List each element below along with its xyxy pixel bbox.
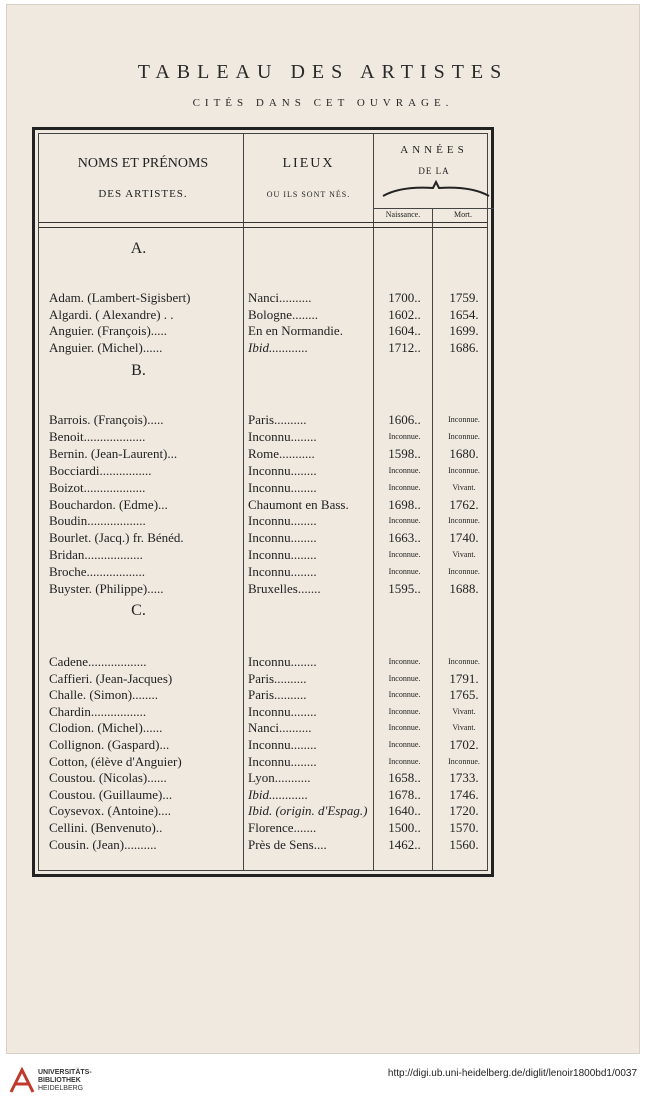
- section-letter: A.: [130, 240, 147, 257]
- table-row: [35, 754, 491, 770]
- birth-year: Inconnue.: [388, 482, 421, 492]
- table-row: [35, 820, 491, 836]
- artist-name: Barrois. (François).....: [49, 412, 164, 427]
- death-year: Inconnue.: [448, 756, 480, 766]
- birth-place: Inconnu........: [248, 564, 317, 580]
- artist-name: Cadene..................: [49, 654, 147, 669]
- death-year: 1791.: [449, 670, 479, 686]
- birth-year: Inconnue.: [388, 740, 421, 749]
- death-year: 1746.: [449, 786, 479, 802]
- death-year: 1720.: [449, 803, 479, 819]
- table-row: [35, 547, 491, 563]
- table-row: [35, 463, 491, 479]
- birth-place: Ibid............: [248, 786, 308, 802]
- death-year: Inconnue.: [448, 567, 480, 577]
- birth-place: Inconnu........: [248, 547, 317, 563]
- table-row: [35, 837, 491, 853]
- artist-name: Coysevox. (Antoine)....: [49, 803, 172, 819]
- artist-name: Collignon. (Gaspard)...: [49, 737, 170, 752]
- death-year: Inconnue.: [448, 431, 480, 441]
- birth-place: Inconnu........: [248, 462, 317, 478]
- header-names-line1: NOMS ET PRÉNOMS: [77, 156, 209, 171]
- birth-place: Inconnu........: [248, 737, 317, 752]
- death-year: 1654.: [449, 306, 479, 322]
- artist-name: Boizot...................: [49, 479, 146, 495]
- birth-year: 1606..: [388, 412, 421, 427]
- table-row: [35, 581, 491, 597]
- artist-name: Benoit...................: [49, 428, 146, 444]
- table-row: [35, 704, 491, 720]
- section-letter: C.: [131, 602, 146, 619]
- birth-year: 1663..: [388, 530, 421, 546]
- artist-name: Buyster. (Philippe).....: [49, 581, 164, 596]
- artist-name: Bridan..................: [49, 547, 143, 563]
- birth-place: Florence.......: [248, 820, 317, 835]
- source-url-link[interactable]: http://digi.ub.uni-heidelberg.de/diglit/lenoir1800bd1/0037: [387, 1068, 637, 1079]
- death-year: Inconnue.: [448, 516, 480, 526]
- birth-place: Bologne........: [248, 306, 319, 322]
- birth-place: Bruxelles.......: [248, 581, 321, 596]
- artist-name: Cotton, (élève d'Anguier): [49, 753, 182, 769]
- artist-name: Challe. (Simon)........: [49, 687, 159, 703]
- birth-year: Inconnue.: [388, 465, 421, 475]
- birth-year: 1698..: [388, 496, 421, 512]
- table-row: [35, 412, 491, 428]
- scanned-page: [6, 4, 640, 1054]
- artist-name: Coustou. (Nicolas)......: [49, 770, 167, 786]
- death-year: 1699.: [449, 323, 479, 339]
- death-year: 1570.: [449, 820, 479, 835]
- header-years-line1: ANNÉES: [400, 144, 468, 156]
- table-row: [35, 429, 491, 445]
- death-year: 1733.: [449, 770, 479, 786]
- birth-place: Ibid. (origin. d'Espag.): [248, 803, 368, 819]
- table-row: [35, 530, 491, 546]
- header-death: Mort.: [454, 210, 472, 219]
- birth-place: Près de Sens....: [248, 836, 327, 852]
- death-year: 1688.: [449, 581, 479, 596]
- death-year: Vivant.: [452, 482, 476, 492]
- birth-year: 1658..: [388, 770, 421, 786]
- birth-year: Inconnue.: [388, 550, 421, 560]
- table-row: [35, 720, 491, 736]
- birth-place: Paris..........: [248, 687, 307, 703]
- table-row: [35, 803, 491, 819]
- death-year: Vivant.: [452, 723, 476, 733]
- artist-name: Caffieri. (Jean-Jacques): [49, 670, 173, 686]
- table-row: [35, 770, 491, 786]
- artist-name: Adam. (Lambert-Sigisbert): [49, 290, 191, 305]
- death-year: Inconnue.: [448, 415, 480, 424]
- death-year: Vivant.: [452, 550, 476, 560]
- death-year: 1740.: [449, 530, 479, 546]
- table-row: [35, 513, 491, 529]
- birth-place: Nanci..........: [248, 290, 312, 305]
- table-row: [35, 480, 491, 496]
- page-title: TABLEAU DES ARTISTES: [137, 61, 509, 83]
- birth-place: En en Normandie.: [248, 323, 343, 339]
- table-row: [35, 446, 491, 462]
- table-row: [35, 290, 491, 306]
- header-places-line2: OU ILS SONT NÉS.: [266, 190, 351, 199]
- artist-name: Anguier. (Michel)......: [49, 340, 163, 356]
- page-subtitle: CITÉS DANS CET OUVRAGE.: [192, 97, 454, 109]
- death-year: 1765.: [449, 687, 479, 703]
- birth-year: 1640..: [388, 803, 421, 819]
- birth-place: Inconnu........: [248, 428, 317, 444]
- artist-name: Anguier. (François).....: [49, 323, 168, 339]
- birth-year: 1700..: [388, 290, 421, 305]
- birth-year: 1500..: [388, 820, 421, 835]
- birth-year: Inconnue.: [388, 657, 421, 666]
- death-year: Inconnue.: [448, 465, 480, 475]
- death-year: 1680.: [449, 445, 479, 461]
- birth-year: Inconnue.: [388, 690, 421, 700]
- birth-year: Inconnue.: [388, 673, 421, 683]
- birth-place: Rome...........: [248, 445, 315, 461]
- table-row: [35, 671, 491, 687]
- birth-year: Inconnue.: [388, 516, 421, 526]
- header-birth: Naissance.: [385, 210, 421, 219]
- birth-year: Inconnue.: [388, 431, 421, 441]
- birth-place: Inconnu........: [248, 753, 317, 769]
- artist-name: Broche..................: [49, 564, 146, 580]
- table-row: [35, 564, 491, 580]
- table-row: [35, 340, 491, 356]
- header-years-line2: DE LA: [418, 166, 450, 176]
- birth-place: Inconnu........: [248, 703, 317, 719]
- artist-name: Cellini. (Benvenuto)..: [49, 820, 163, 835]
- artist-name: Chardin.................: [49, 703, 147, 719]
- birth-place: Inconnu........: [248, 479, 317, 495]
- artist-name: Cousin. (Jean)..........: [49, 836, 157, 852]
- birth-place: Inconnu........: [248, 513, 317, 529]
- birth-year: 1678..: [388, 786, 421, 802]
- death-year: 1759.: [449, 290, 479, 305]
- table-row: [35, 687, 491, 703]
- birth-place: Chaumont en Bass.: [248, 496, 349, 512]
- artist-name: Boudin..................: [49, 513, 146, 529]
- birth-year: Inconnue.: [388, 706, 421, 716]
- artist-name: Bourlet. (Jacq.) fr. Bénéd.: [49, 530, 184, 546]
- birth-year: 1604..: [388, 323, 421, 339]
- artist-name: Bocciardi................: [49, 462, 152, 478]
- table-row: [35, 307, 491, 323]
- birth-place: Paris..........: [248, 412, 307, 427]
- artists-table: [32, 127, 494, 877]
- birth-year: 1462..: [388, 836, 421, 852]
- artist-name: Bouchardon. (Edme)...: [49, 496, 168, 512]
- death-year: 1686.: [449, 340, 479, 356]
- birth-year: 1602..: [388, 306, 421, 322]
- death-year: 1560.: [449, 836, 479, 852]
- birth-place: Ibid............: [248, 340, 308, 356]
- footer-bar: [0, 1060, 645, 1105]
- death-year: 1762.: [449, 496, 479, 512]
- table-body: [35, 130, 491, 874]
- birth-year: Inconnue.: [388, 756, 421, 766]
- table-row: [35, 497, 491, 513]
- table-row: [35, 323, 491, 339]
- header-names-line2: DES ARTISTES.: [98, 188, 188, 200]
- library-name: UNIVERSITÄTS- BIBLIOTHEK HEIDELBERG: [38, 1069, 92, 1092]
- birth-year: 1595..: [388, 581, 421, 596]
- birth-year: 1598..: [388, 445, 421, 461]
- artist-name: Algardi. ( Alexandre) . .: [49, 306, 174, 322]
- death-year: Inconnue.: [448, 657, 480, 666]
- birth-place: Lyon...........: [248, 770, 311, 786]
- birth-place: Inconnu........: [248, 530, 317, 546]
- table-row: [35, 654, 491, 670]
- table-row: [35, 787, 491, 803]
- table-row: [35, 737, 491, 753]
- artist-name: Clodion. (Michel)......: [49, 720, 163, 736]
- birth-place: Inconnu........: [248, 654, 317, 669]
- birth-year: 1712..: [388, 340, 421, 356]
- birth-year: Inconnue.: [388, 723, 421, 733]
- birth-year: Inconnue.: [388, 567, 421, 577]
- birth-place: Paris..........: [248, 670, 307, 686]
- birth-place: Nanci..........: [248, 720, 312, 736]
- header-places-line1: LIEUX: [282, 156, 335, 171]
- artist-name: Bernin. (Jean-Laurent)...: [49, 445, 178, 461]
- artist-name: Coustou. (Guillaume)...: [49, 786, 173, 802]
- death-year: 1702.: [449, 737, 479, 752]
- section-letter: B.: [131, 362, 146, 379]
- library-logo-icon: [8, 1066, 36, 1096]
- death-year: Vivant.: [452, 706, 476, 716]
